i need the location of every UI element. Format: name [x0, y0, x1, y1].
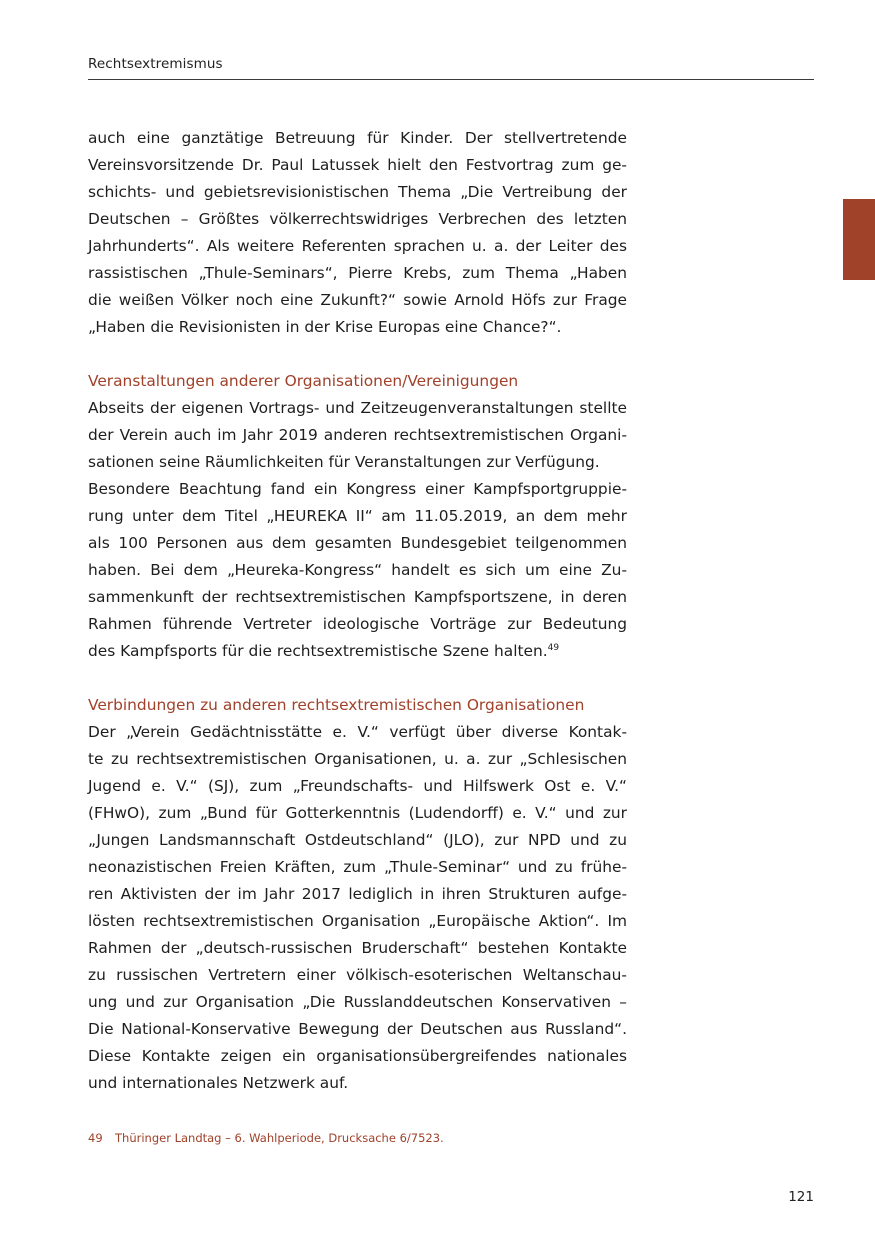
paragraph-line: auch eine ganztätige Betreuung für Kinder. Der stellvertretende [88, 129, 627, 147]
paragraph-line: te zu rechtsextremistischen Organisationen, u. a. zur „Schlesischen [88, 750, 627, 768]
paragraph-gap [88, 341, 627, 368]
paragraph-line: Deutschen – Größtes völkerrechtswidriges Verbrechen des letzten [88, 210, 627, 228]
paragraph-line: Die National-Konservative Bewegung der Deutschen aus Russland“. [88, 1020, 627, 1038]
footnote [88, 1131, 444, 1145]
paragraph-line: (FHwO), zum „Bund für Gotterkenntnis (Ludendorff) e. V.“ und zur [88, 804, 627, 822]
header-rule [88, 79, 814, 80]
footnote-text: Thüringer Landtag – 6. Wahlperiode, Drucksache 6/7523. [115, 1131, 444, 1145]
paragraph-line: der Verein auch im Jahr 2019 anderen rechtsextremistischen Organi- [88, 426, 627, 444]
paragraph-line: „Haben die Revisionisten in der Krise Europas eine Chance?“. [88, 318, 562, 336]
paragraph-line-last [88, 638, 627, 665]
paragraph-line: Vereinsvorsitzende Dr. Paul Latussek hielt den Festvortrag zum ge- [88, 156, 627, 174]
paragraph-line: rung unter dem Titel „HEUREKA II“ am 11.05.2019, an dem mehr [88, 507, 627, 525]
paragraph-line: „Jungen Landsmannschaft Ostdeutschland“ (JLO), zur NPD und zu [88, 831, 627, 849]
paragraph-gap [88, 665, 627, 692]
paragraph-line: schichts- und gebietsrevisionistischen Thema „Die Vertreibung der [88, 183, 627, 201]
paragraph-line: Diese Kontakte zeigen ein organisationsübergreifendes nationales [88, 1047, 627, 1065]
paragraph-line: sationen seine Räumlichkeiten für Veranstaltungen zur Verfügung. [88, 453, 600, 471]
paragraph-line: zu russischen Vertretern einer völkisch-esoterischen Weltanschau- [88, 966, 627, 984]
paragraph-text: des Kampfsports für die rechtsextremistische Szene halten. [88, 642, 548, 660]
paragraph-line: lösten rechtsextremistischen Organisation „Europäische Aktion“. Im [88, 912, 627, 930]
section-heading: Verbindungen zu anderen rechtsextremistischen Organisationen [88, 696, 585, 714]
paragraph-line: Jahrhunderts“. Als weitere Referenten sprachen u. a. der Leiter des [88, 237, 627, 255]
paragraph-line: Jugend e. V.“ (SJ), zum „Freundschafts- und Hilfswerk Ost e. V.“ [88, 777, 627, 795]
footnote-number: 49 [88, 1131, 103, 1145]
body-text [88, 125, 627, 1097]
chapter-edge-tab [843, 199, 875, 280]
paragraph-line: als 100 Personen aus dem gesamten Bundesgebiet teilgenommen [88, 534, 627, 552]
section-heading: Veranstaltungen anderer Organisationen/Vereinigungen [88, 372, 519, 390]
paragraph-line: und internationales Netzwerk auf. [88, 1074, 349, 1092]
paragraph-line: die weißen Völker noch eine Zukunft?“ sowie Arnold Höfs zur Frage [88, 291, 627, 309]
running-header: Rechtsextremismus [88, 56, 223, 72]
paragraph-line: Der „Verein Gedächtnisstätte e. V.“ verfügt über diverse Kontak- [88, 723, 627, 741]
paragraph-line: Rahmen führende Vertreter ideologische Vorträge zur Bedeutung [88, 615, 627, 633]
paragraph-line: Abseits der eigenen Vortrags- und Zeitzeugenveranstaltungen stellte [88, 399, 627, 417]
paragraph-line: neonazistischen Freien Kräften, zum „Thule-Seminar“ und zu frühe- [88, 858, 627, 876]
paragraph-line: Besondere Beachtung fand ein Kongress einer Kampfsportgruppie- [88, 480, 627, 498]
paragraph-line: haben. Bei dem „Heureka-Kongress“ handelt es sich um eine Zu- [88, 561, 627, 579]
footnote-reference: 49 [547, 643, 560, 653]
paragraph-line: rassistischen „Thule-Seminars“, Pierre Krebs, zum Thema „Haben [88, 264, 627, 282]
paragraph-line: Rahmen der „deutsch-russischen Bruderschaft“ bestehen Kontakte [88, 939, 627, 957]
paragraph-line: sammenkunft der rechtsextremistischen Kampfsportszene, in deren [88, 588, 627, 606]
page-number: 121 [788, 1189, 814, 1205]
paragraph-line: ung und zur Organisation „Die Russlanddeutschen Konservativen – [88, 993, 627, 1011]
paragraph-line: ren Aktivisten der im Jahr 2017 lediglich in ihren Strukturen aufge- [88, 885, 627, 903]
